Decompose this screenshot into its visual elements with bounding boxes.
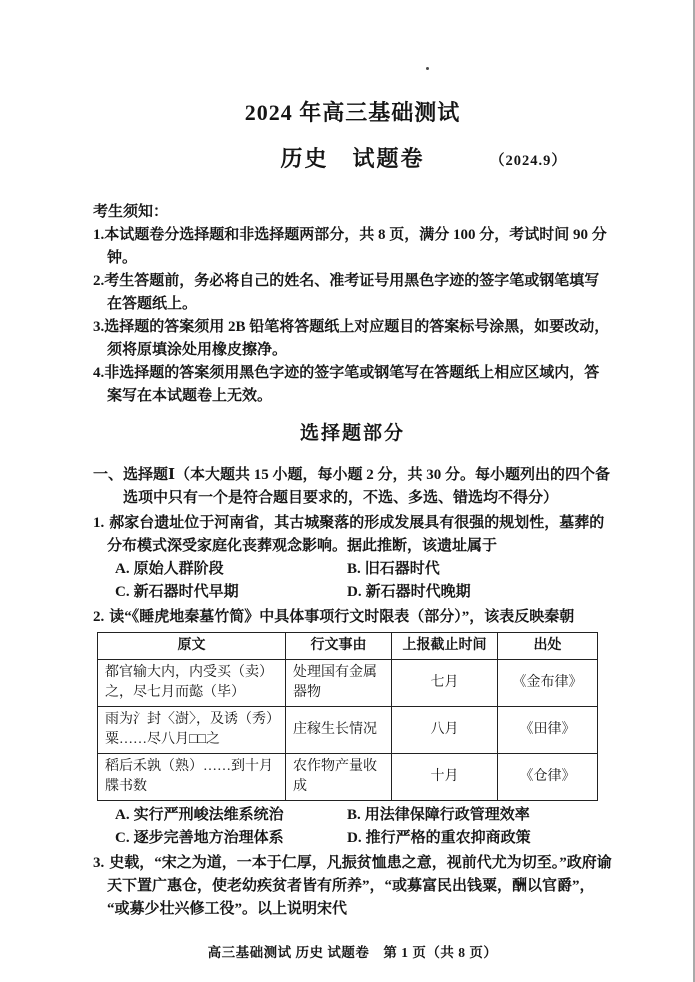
col-header-reason: 行文事由 xyxy=(286,633,392,660)
question-1-text: 郝家台遗址位于河南省，其古城聚落的形成发展具有很强的规划性，墓葬的分布模式深受家庭化丧葬观念影响。据此推断，该遗址属于 xyxy=(107,515,605,554)
part1-instructions: 一、选择题Ⅰ（本大题共 15 小题，每小题 2 分，共 30 分。每小题列出的四个备选项中只有一个是符合题目要求的，不选、多选、错选均不得分） xyxy=(93,467,611,506)
question-2-option-d: D. 推行严格的重农抑商政策 xyxy=(347,830,531,846)
section-heading: 选择题部分 xyxy=(299,423,405,444)
table-header-row xyxy=(98,633,598,660)
question-2-options xyxy=(93,804,612,850)
col-header-source: 出处 xyxy=(498,633,598,660)
question-2-option-b: B. 用法律保障行政管理效率 xyxy=(347,807,530,823)
qin-bamboo-slips-table xyxy=(97,632,598,801)
question-1-option-a: A. 原始人群阶段 xyxy=(115,561,224,577)
question-1-option-d: D. 新石器时代晚期 xyxy=(347,584,471,600)
question-1 xyxy=(93,512,612,604)
notice-heading: 考生须知： xyxy=(93,204,169,220)
page-footer: 高三基础测试 历史 试题卷 第 1 页（共 8 页） xyxy=(207,945,498,960)
notice-item-3: 3.选择题的答案须用 2B 铅笔将答题纸上对应题目的答案标号涂黑，如要改动，须将原填涂处用橡皮擦净。 xyxy=(93,319,610,358)
question-3-text: 史载，“宋之为道，一本于仁厚，凡振贫恤患之意，视前代尤为切至。”政府谕天下置广惠仓，使老幼疾贫者皆有所养”，“或募富民出钱粟，酬以官爵”，“或募少壮兴修工役”。以上说明宋代 xyxy=(107,855,612,917)
col-header-deadline: 上报截止时间 xyxy=(392,633,498,660)
question-2-option-a: A. 实行严刑峻法维系统治 xyxy=(115,807,284,823)
table-row: 雨为氵封〈澍〉，及诱（秀）粟……尽八月□□之 庄稼生长情况 八月 《田律》 xyxy=(98,707,598,754)
question-3-number: 3. xyxy=(93,855,105,871)
question-2-text: 读“《睡虎地秦墓竹简》中具体事项行文时限表（部分）”，该表反映秦朝 xyxy=(109,609,575,625)
question-1-option-b: B. 旧石器时代 xyxy=(347,561,440,577)
notice-item-2: 2.考生答题前，务必将自己的姓名、准考证号用黑色字迹的签字笔或钢笔填写在答题纸上。 xyxy=(93,273,600,312)
scan-speck xyxy=(426,67,429,70)
question-3 xyxy=(93,852,612,921)
question-3-stem xyxy=(93,852,612,921)
page-title: 2024 年高三基础测试 xyxy=(244,100,461,125)
question-2-stem xyxy=(93,606,612,629)
exam-date: （2024.9） xyxy=(490,153,567,169)
question-1-options xyxy=(93,558,612,604)
subtitle-row xyxy=(93,144,612,174)
subject-title: 历史 试题卷 xyxy=(280,146,425,171)
table-row: 都官输大内，内受买（卖）之，尽七月而㦤（毕） 处理国有金属器物 七月 《金布律》 xyxy=(98,660,598,707)
notice-item-4: 4.非选择题的答案须用黑色字迹的签字笔或钢笔写在答题纸上相应区域内，答案写在本试题卷上无效。 xyxy=(93,365,600,404)
question-1-stem xyxy=(93,512,612,558)
question-1-number: 1. xyxy=(93,515,105,531)
col-header-original-text: 原文 xyxy=(98,633,286,660)
question-2 xyxy=(93,606,612,850)
question-2-number: 2. xyxy=(93,609,105,625)
candidate-notice xyxy=(93,201,612,408)
notice-item-1: 1.本试题卷分选择题和非选择题两部分，共 8 页，满分 100 分，考试时间 90 分钟。 xyxy=(93,227,607,266)
table-row: 稻后禾孰（熟）……到十月牒书数 农作物产量收成 十月 《仓律》 xyxy=(98,754,598,801)
question-2-option-c: C. 逐步完善地方治理体系 xyxy=(115,830,284,846)
question-1-option-c: C. 新石器时代早期 xyxy=(115,584,239,600)
